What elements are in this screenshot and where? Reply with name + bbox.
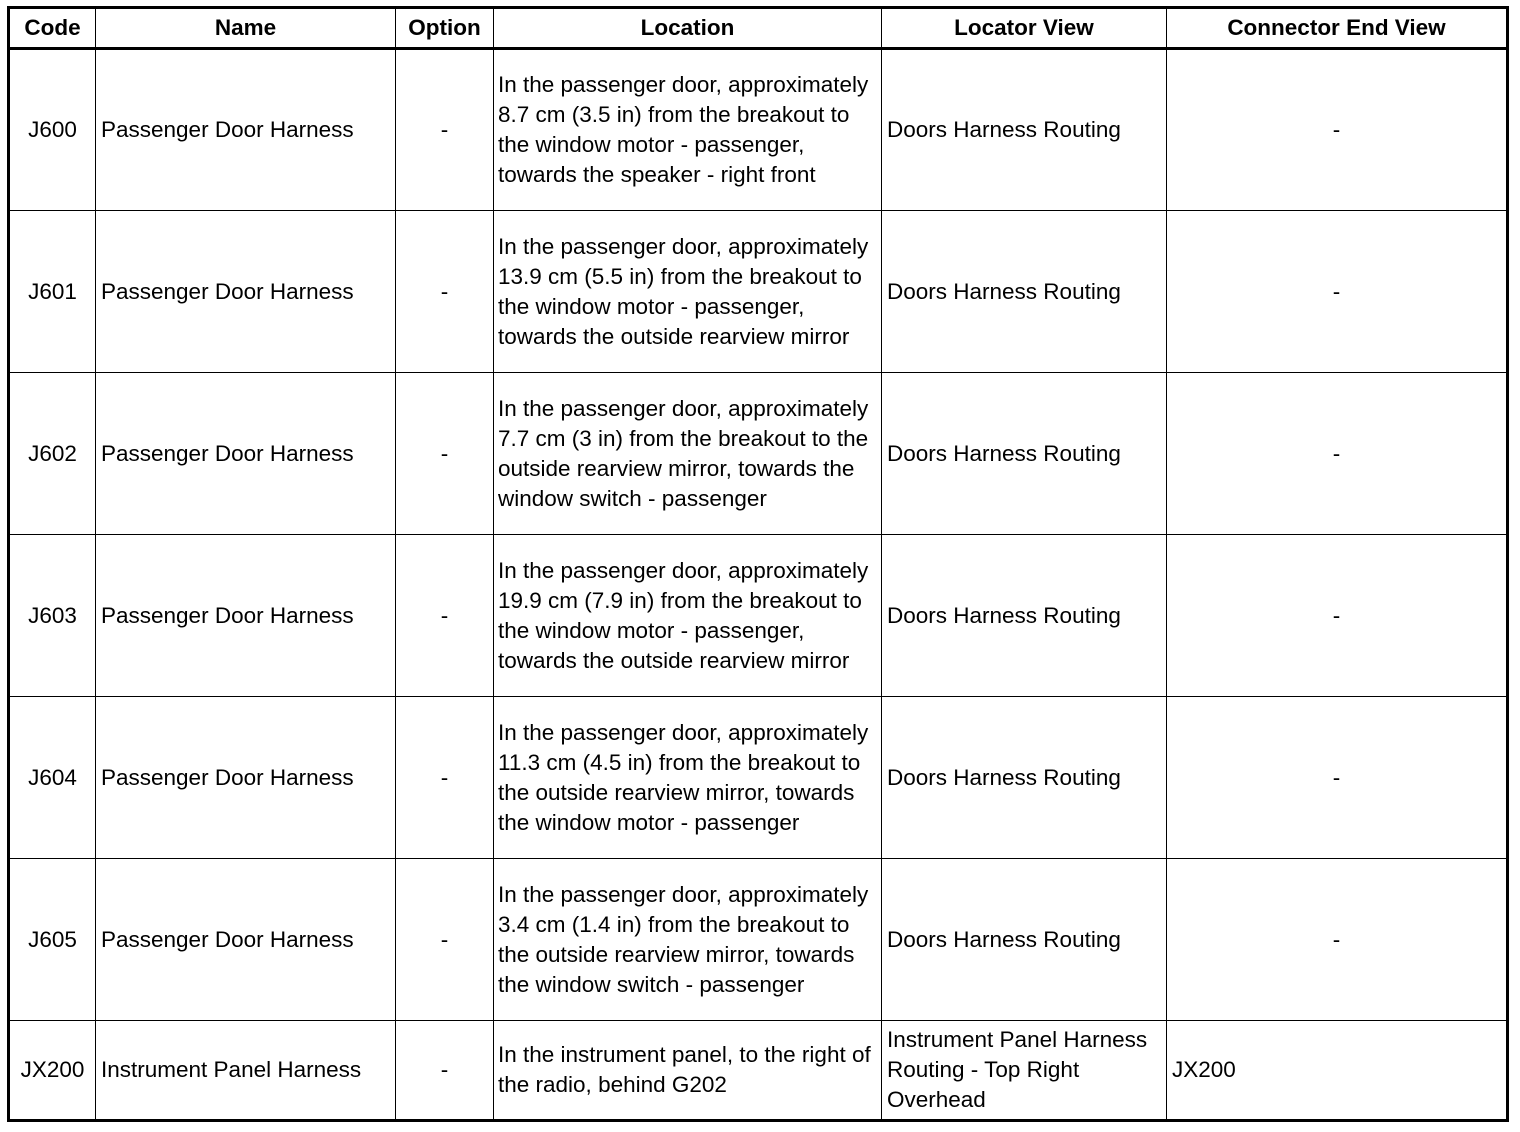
header-locator-view: Locator View — [882, 8, 1167, 49]
cell-name: Passenger Door Harness — [96, 697, 396, 859]
cell-connector-end-view: - — [1167, 373, 1508, 535]
cell-locator-view: Doors Harness Routing — [882, 859, 1167, 1021]
cell-locator-view: Doors Harness Routing — [882, 211, 1167, 373]
cell-connector-end-view: - — [1167, 535, 1508, 697]
cell-location: In the passenger door, approximately 11.3 cm (4.5 in) from the breakout to the outside rearview mirror, towards the window motor - passenger — [494, 697, 882, 859]
cell-code: J600 — [9, 49, 96, 211]
cell-connector-end-view: - — [1167, 211, 1508, 373]
cell-locator-view: Doors Harness Routing — [882, 535, 1167, 697]
header-name: Name — [96, 8, 396, 49]
header-option: Option — [396, 8, 494, 49]
cell-location: In the passenger door, approximately 3.4 cm (1.4 in) from the breakout to the outside rearview mirror, towards the window switch - passenger — [494, 859, 882, 1021]
cell-location: In the passenger door, approximately 19.9 cm (7.9 in) from the breakout to the window motor - passenger, towards the outside rearview mirror — [494, 535, 882, 697]
cell-code: J603 — [9, 535, 96, 697]
header-connector-end-view: Connector End View — [1167, 8, 1508, 49]
cell-locator-view: Instrument Panel Harness Routing - Top Right Overhead — [882, 1021, 1167, 1121]
cell-code: J601 — [9, 211, 96, 373]
cell-option: - — [396, 211, 494, 373]
header-location: Location — [494, 8, 882, 49]
cell-connector-end-view: - — [1167, 697, 1508, 859]
table-row — [9, 1021, 1508, 1121]
table-row — [9, 859, 1508, 1021]
cell-option: - — [396, 373, 494, 535]
cell-code: J602 — [9, 373, 96, 535]
header-code: Code — [9, 8, 96, 49]
table-header-row — [9, 8, 1508, 49]
table-row — [9, 697, 1508, 859]
cell-location: In the passenger door, approximately 8.7 cm (3.5 in) from the breakout to the window motor - passenger, towards the speaker - right front — [494, 49, 882, 211]
cell-location: In the instrument panel, to the right of the radio, behind G202 — [494, 1021, 882, 1121]
cell-location: In the passenger door, approximately 7.7 cm (3 in) from the breakout to the outside rearview mirror, towards the window switch - passenger — [494, 373, 882, 535]
cell-option: - — [396, 1021, 494, 1121]
cell-locator-view: Doors Harness Routing — [882, 697, 1167, 859]
cell-option: - — [396, 535, 494, 697]
connector-table-wrapper — [7, 6, 1509, 1122]
table-row — [9, 49, 1508, 211]
cell-name: Passenger Door Harness — [96, 535, 396, 697]
cell-locator-view: Doors Harness Routing — [882, 49, 1167, 211]
cell-name: Passenger Door Harness — [96, 859, 396, 1021]
cell-option: - — [396, 859, 494, 1021]
cell-option: - — [396, 49, 494, 211]
cell-name: Instrument Panel Harness — [96, 1021, 396, 1121]
cell-code: JX200 — [9, 1021, 96, 1121]
table-row — [9, 535, 1508, 697]
cell-location: In the passenger door, approximately 13.9 cm (5.5 in) from the breakout to the window motor - passenger, towards the outside rearview mirror — [494, 211, 882, 373]
cell-code: J604 — [9, 697, 96, 859]
connector-table — [7, 6, 1509, 1122]
cell-name: Passenger Door Harness — [96, 373, 396, 535]
cell-connector-end-view: - — [1167, 49, 1508, 211]
cell-code: J605 — [9, 859, 96, 1021]
table-row — [9, 373, 1508, 535]
cell-name: Passenger Door Harness — [96, 211, 396, 373]
cell-option: - — [396, 697, 494, 859]
table-row — [9, 211, 1508, 373]
cell-name: Passenger Door Harness — [96, 49, 396, 211]
cell-locator-view: Doors Harness Routing — [882, 373, 1167, 535]
cell-connector-end-view: - — [1167, 859, 1508, 1021]
cell-connector-end-view: JX200 — [1167, 1021, 1508, 1121]
